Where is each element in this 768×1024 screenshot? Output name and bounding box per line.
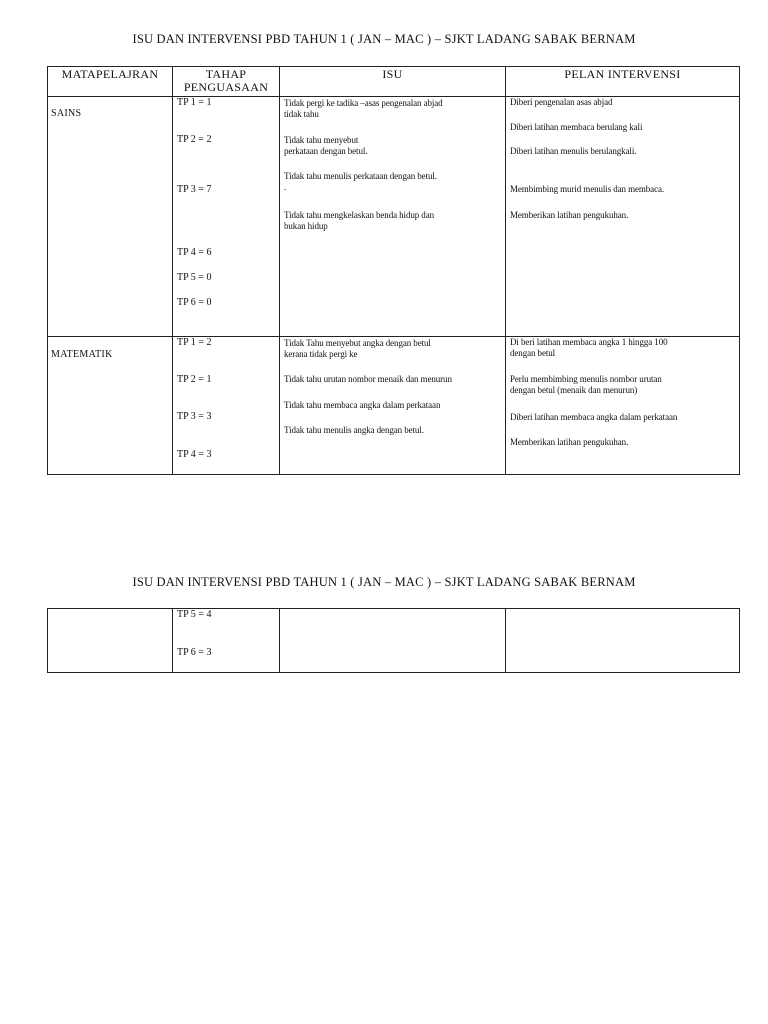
issue-text: bukan hidup xyxy=(284,221,328,231)
table-row-matematik xyxy=(48,337,740,475)
table-row-sains xyxy=(48,97,740,337)
issue-text: Tidak tahu membaca angka dalam perkataan xyxy=(284,400,441,410)
plan-cell xyxy=(506,609,740,673)
header-subject: MATAPELAJRAN xyxy=(48,67,173,97)
header-plan: PELAN INTERVENSI xyxy=(506,67,740,97)
table-header-row xyxy=(48,67,740,97)
issue-cell xyxy=(280,97,506,337)
issue-text: . xyxy=(284,182,287,192)
level-cell xyxy=(173,609,280,673)
level-item: TP 4 = 3 xyxy=(177,449,212,460)
header-level: TAHAP PENGUASAAN xyxy=(173,67,280,97)
subject-label: MATEMATIK xyxy=(51,349,113,360)
issue-text: Tidak tahu menulis angka dengan betul. xyxy=(284,425,424,435)
plan-text: Diberi latihan membaca angka dalam perkataan xyxy=(510,412,678,422)
plan-cell xyxy=(506,337,740,475)
plan-text: Diberi latihan membaca berulang kali xyxy=(510,122,643,132)
intervention-table xyxy=(47,66,740,475)
issue-cell xyxy=(280,609,506,673)
level-item: TP 1 = 1 xyxy=(177,97,212,108)
plan-text: dengan betul xyxy=(510,348,556,358)
issue-text: Tidak tahu menyebut xyxy=(284,135,359,145)
plan-text: Membimbing murid menulis dan membaca. xyxy=(510,184,665,194)
issue-text: Tidak tahu mengkelaskan benda hidup dan xyxy=(284,210,434,220)
subject-cell xyxy=(48,609,173,673)
issue-cell xyxy=(280,337,506,475)
issue-text: Tidak pergi ke tadika –asas pengenalan abjad xyxy=(284,98,443,108)
level-item: TP 4 = 6 xyxy=(177,247,212,258)
plan-text: Di beri latihan membaca angka 1 hingga 100 xyxy=(510,337,668,347)
level-item: TP 3 = 3 xyxy=(177,411,212,422)
issue-text: perkataan dengan betul. xyxy=(284,146,368,156)
level-cell xyxy=(173,337,280,475)
plan-cell xyxy=(506,97,740,337)
plan-text: Diberi pengenalan asas abjad xyxy=(510,97,613,107)
subject-cell xyxy=(48,97,173,337)
level-item: TP 2 = 2 xyxy=(177,134,212,145)
level-item: TP 2 = 1 xyxy=(177,374,212,385)
level-item: TP 1 = 2 xyxy=(177,337,212,348)
plan-text: Perlu membimbing menulis nombor urutan xyxy=(510,374,662,384)
subject-label: SAINS xyxy=(51,108,82,119)
page-title-continued: ISU DAN INTERVENSI PBD TAHUN 1 ( JAN – MAC ) – SJKT LADANG SABAK BERNAM xyxy=(132,575,636,589)
issue-text: Tidak Tahu menyebut angka dengan betul xyxy=(284,338,431,348)
subject-cell xyxy=(48,337,173,475)
issue-text: Tidak tahu urutan nombor menaik dan menurun xyxy=(284,374,452,384)
plan-text: Memberikan latihan pengukuhan. xyxy=(510,210,629,220)
plan-text: dengan betul (menaik dan menurun) xyxy=(510,385,638,395)
level-item: TP 5 = 4 xyxy=(177,609,212,620)
plan-text: Diberi latihan menulis berulangkali. xyxy=(510,146,637,156)
level-item: TP 6 = 3 xyxy=(177,647,212,658)
table-row-continued xyxy=(48,609,740,673)
issue-text: tidak tahu xyxy=(284,109,319,119)
page-title: ISU DAN INTERVENSI PBD TAHUN 1 ( JAN – MAC ) – SJKT LADANG SABAK BERNAM xyxy=(132,32,636,46)
level-cell xyxy=(173,97,280,337)
level-item: TP 3 = 7 xyxy=(177,184,212,195)
issue-text: kerana tidak pergi ke xyxy=(284,349,358,359)
plan-text: Memberikan latihan pengukuhan. xyxy=(510,437,629,447)
intervention-table-continued xyxy=(47,608,740,673)
header-issue: ISU xyxy=(280,67,506,97)
issue-text: Tidak tahu menulis perkataan dengan betul. xyxy=(284,171,437,181)
level-item: TP 6 = 0 xyxy=(177,297,212,308)
level-item: TP 5 = 0 xyxy=(177,272,212,283)
